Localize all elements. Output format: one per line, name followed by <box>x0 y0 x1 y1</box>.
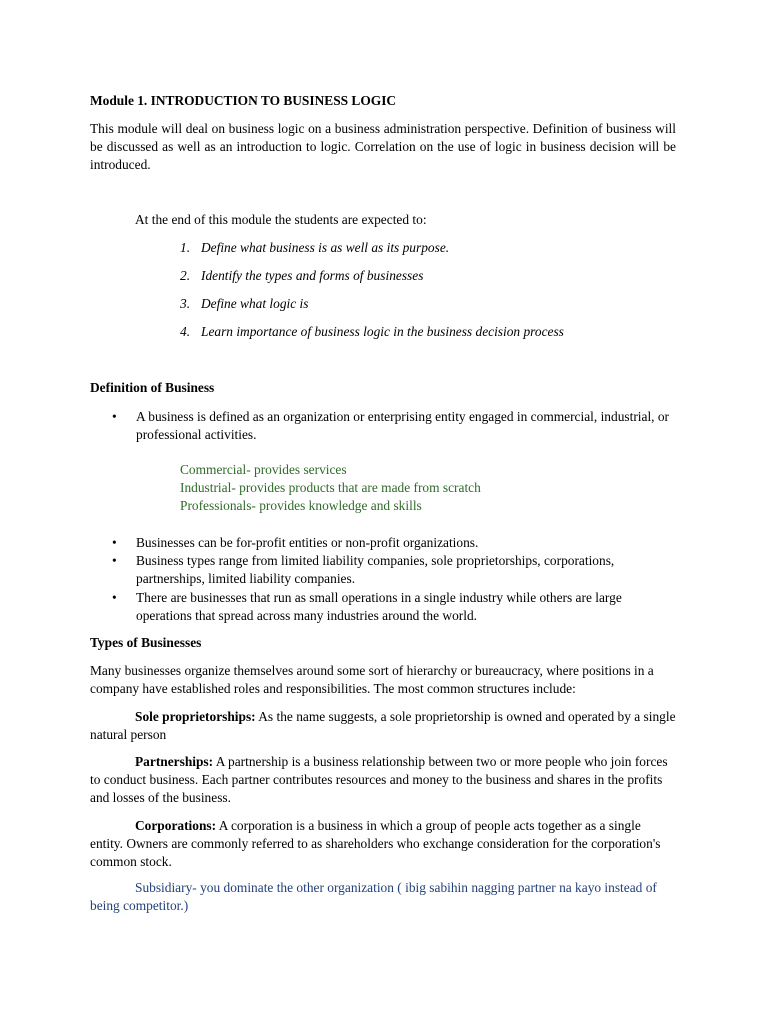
objective-item <box>180 323 564 341</box>
bullet-item <box>112 589 676 625</box>
green-note: Commercial- provides services <box>180 462 347 477</box>
type-term: Sole proprietorships: <box>135 709 256 724</box>
subsidiary-note: Subsidiary- you dominate the other organization ( ibig sabihin nagging partner na kayo instead of being competitor.) <box>90 880 657 913</box>
bullet-text: Business types range from limited liability companies, sole proprietorships, corporations, partnerships, limited liability companies. <box>136 553 615 586</box>
objective-text: Define what business is as well as its purpose. <box>201 240 450 255</box>
bullet-item <box>112 408 676 444</box>
objective-item <box>180 239 449 257</box>
bullet-text: A business is defined as an organization or enterprising entity engaged in commercial, industrial, or professional activities. <box>136 409 670 442</box>
objective-item <box>180 267 423 285</box>
types-heading: Types of Businesses <box>90 635 202 650</box>
green-note: Industrial- provides products that are made from scratch <box>180 480 481 495</box>
green-note: Professionals- provides knowledge and skills <box>180 498 422 513</box>
type-description: As the name suggests, a sole proprietorship is owned and operated by a single natural person <box>90 709 676 742</box>
type-description: A partnership is a business relationship between two or more people who join forces to conduct business. Each partner contributes resources and money to the business and shares in the profits and losses of the business. <box>90 754 668 805</box>
objective-number: 1. <box>180 240 191 255</box>
bullet-dot: • <box>112 535 117 550</box>
type-description: A corporation is a business in which a group of people acts together as a single entity. Owners are commonly referred to as shareholders who exchange consideration for the corporation's common stock. <box>90 818 661 869</box>
module-intro: This module will deal on business logic on a business administration perspective. Definition of business will be discussed as well as an introduction to logic. Correlation on the use of logic in business decision will be introduced. <box>90 121 676 172</box>
objective-number: 4. <box>180 324 191 339</box>
definition-heading: Definition of Business <box>90 380 215 395</box>
bullet-text: There are businesses that run as small operations in a single industry while others are large operations that spread across many industries around the world. <box>136 590 622 623</box>
type-entry-sole <box>90 708 676 744</box>
objective-text: Define what logic is <box>201 296 309 311</box>
objectives-intro: At the end of this module the students are expected to: <box>135 212 427 227</box>
bullet-text: Businesses can be for-profit entities or non-profit organizations. <box>136 535 479 550</box>
type-entry-partnership <box>90 753 676 807</box>
objective-text: Identify the types and forms of businesses <box>201 268 424 283</box>
bullet-item <box>112 552 676 588</box>
objective-item <box>180 295 309 313</box>
types-intro: Many businesses organize themselves around some sort of hierarchy or bureaucracy, where positions in a company have established roles and responsibilities. The most common structures include: <box>90 663 654 696</box>
type-entry-corporation <box>90 817 676 871</box>
bullet-dot: • <box>112 409 117 424</box>
bullet-item <box>112 534 676 552</box>
bullet-dot: • <box>112 553 117 568</box>
type-term: Partnerships: <box>135 754 214 769</box>
bullet-dot: • <box>112 590 117 605</box>
objective-text: Learn importance of business logic in the business decision process <box>201 324 564 339</box>
type-term: Corporations: <box>135 818 217 833</box>
module-title: Module 1. INTRODUCTION TO BUSINESS LOGIC <box>90 93 397 108</box>
objective-number: 3. <box>180 296 191 311</box>
objective-number: 2. <box>180 268 191 283</box>
